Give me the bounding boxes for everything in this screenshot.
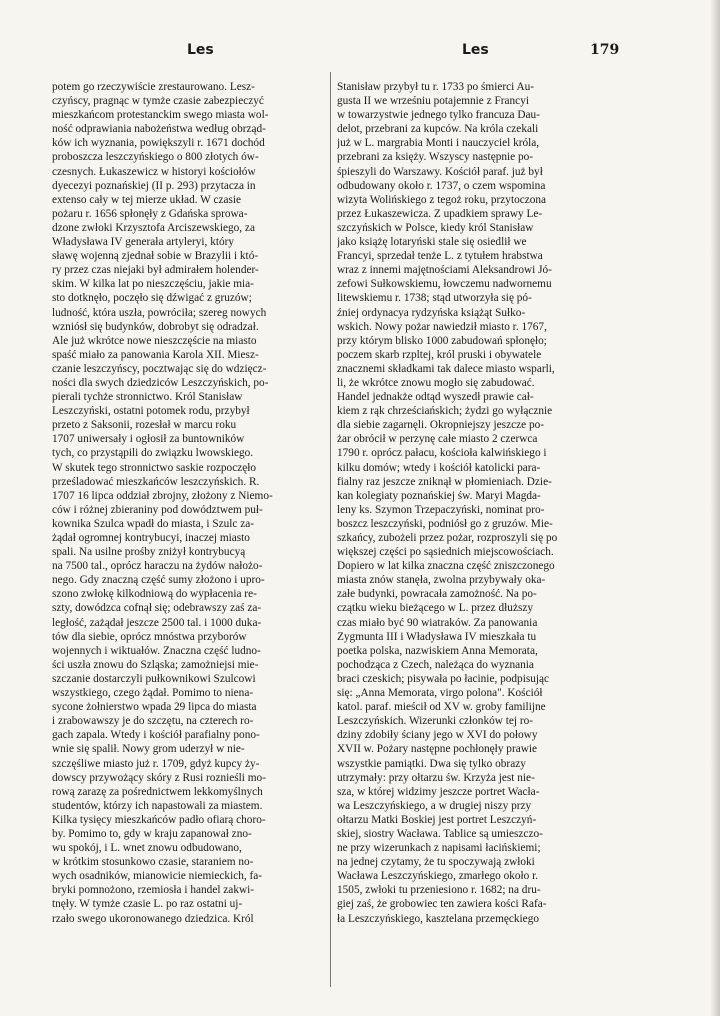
text-line: szono zwłokę kilkodniową do wypłacenia re- xyxy=(52,588,257,601)
text-line: 1790 r. oprócz pałacu, kościoła kalwińskiego i xyxy=(337,447,547,460)
text-line: extenso cały w tej mierze układ. W czasie xyxy=(52,193,242,206)
text-line: ległość, zażądał jeszcze 2500 tal. i 1000 dukа- xyxy=(52,616,262,629)
text-line: bryki pomnożono, rzemiosła i handel zakwi- xyxy=(52,884,255,897)
text-line: sto dotknęło, poczęło się dźwigać z gruzów; xyxy=(52,292,252,305)
text-line: żar obrócił w perzynę całe miasto 2 czerwca xyxy=(337,433,538,446)
text-line: jako książę lotaryński stale się osiedlił we xyxy=(337,236,527,249)
text-line: dowscy przywożący skóry z Rusi roznieśli mo- xyxy=(52,771,266,784)
text-line: nego. Gdy znaczną część sumy złożono i upro- xyxy=(52,574,265,587)
text-line: zefowi Sułkowskiemu, łowczemu nadwornemu xyxy=(337,278,552,291)
text-line: Stanisław przybył tu r. 1733 po śmierci Au- xyxy=(337,81,535,93)
text-line: sycone żołnierstwo wpada 29 lipca do miasta xyxy=(52,701,257,714)
text-line: gusta II we wrześniu potajemnie z Francyi xyxy=(337,95,529,108)
text-line: li, że wkrótce znowu mogło się zabudować. xyxy=(337,376,535,389)
text-line: czas miało być 90 wiatraków. Za panowania xyxy=(337,616,538,629)
text-line: tnęły. W tymże czasie L. po raz ostatni uj- xyxy=(52,898,243,911)
text-line: szczęśliwe miasto już r. 1709, gdyż kupcy ży- xyxy=(52,757,260,770)
text-line: szczanie dostarczyli pułkownikowi Szulcowi xyxy=(52,672,256,685)
text-column-right xyxy=(337,80,609,926)
text-line: czątku wieku bieżącego w L. przez dłuższy xyxy=(337,602,534,615)
text-line: wszystkie pamiątki. Dwa się tylko obrazy xyxy=(337,757,526,770)
text-line: rzało swego ukoronowanego dziedzica. Król xyxy=(52,912,254,925)
text-line: ków ich wyznania, powiększyli r. 1671 dochód xyxy=(52,137,265,150)
text-line: wizyta Wolińskiego z tegoż roku, przytoczona xyxy=(337,193,547,206)
text-line: poczem skarb rzpltej, król pruski i obywatele xyxy=(337,348,542,361)
text-line: Zygmunta III i Władysława IV mieszkała tu xyxy=(337,630,537,643)
text-line: spali. Na usilne prośby zniżył kontrybucyą xyxy=(52,546,246,559)
text-line: Francyi, sprzedał tenże L. z tytułem hrabstwa xyxy=(337,250,543,263)
text-line: rową zarazę za pośrednictwem lekkomyślnych xyxy=(52,785,263,798)
text-line: przez Łukaszewicza. Z upadkiem sprawy Le- xyxy=(337,207,543,220)
text-line: utrzymały: przy ołtarzu św. Krzyża jest nie- xyxy=(337,771,535,784)
text-line: na 7500 tal., oprócz haraczu na żydów nałożo- xyxy=(52,560,263,573)
text-line: przeto z Saksonii, rozesłał w marcu roku xyxy=(52,419,237,432)
text-line: studentów, którzy ich napastowali za miastem. xyxy=(52,799,263,812)
text-line: sławę wojenną zjednał sobie w Brazylii i któ- xyxy=(52,250,259,263)
text-line: Leszczyńskich. Wizerunki członków tej ro- xyxy=(337,715,534,728)
text-line: czesnych. Łukaszewicz w historyi kościołów xyxy=(52,165,256,178)
text-line: by. Pomimo to, gdy w kraju zapanował zno- xyxy=(52,827,252,840)
page-header xyxy=(0,42,720,66)
text-line: leny ks. Szymon Trzepaczyński, nominat pro- xyxy=(337,503,545,516)
text-line: Dopiero w lat kilka znaczna część zniszczonego xyxy=(337,560,555,573)
text-line: wa Leszczyńskiego, a w drugiej niszy przy xyxy=(337,799,532,812)
text-line: Władysława IV generała artyleryi, który xyxy=(52,236,235,249)
text-line: proboszcza leszczyńskiego o 800 złotych ów- xyxy=(52,151,259,164)
page-number: 179 xyxy=(590,42,620,58)
text-line: spaść miało za panowania Karola XII. Miesz- xyxy=(52,348,259,361)
text-line: delot, przebrani za kupców. Na króla czekali xyxy=(337,123,539,136)
text-line: gach zapala. Wtedy i kościół parafialny pono- xyxy=(52,729,260,742)
text-line: wzniósł się budynków, dobrobyt się odradzał. xyxy=(52,320,259,333)
text-line: wskich. Nowy pożar nawiedził miasto r. 1767, xyxy=(337,320,547,333)
text-line: wszystkiego, czego żądał. Pomimo to niena- xyxy=(52,687,254,700)
text-line: dziny zdobiły ściany jego w XVI do połowy xyxy=(337,729,538,742)
text-line: W skutek tego stronnictwo saskie rozpoczęło xyxy=(52,461,257,474)
text-line: fialny raz jeszcze zniknął w płomieniach. Dzie- xyxy=(337,475,552,488)
text-line: XVII w. Pożary następne pochłonęły prawie xyxy=(337,743,538,756)
text-line: źniej ordynacya rydzyńska książąt Sułko- xyxy=(337,306,526,319)
text-line: kiem z rąk chrześciańskich; żydzi go wyłącznie xyxy=(337,405,553,418)
text-line: mieszkańcom protestanckim swego miasta wol- xyxy=(52,109,269,122)
running-head-left: Les xyxy=(187,42,214,58)
text-line: wu spokój, i L. wnet znowu odbudowano, xyxy=(52,842,242,855)
text-line: skim. W kilka lat po nieszczęściu, jakie mia- xyxy=(52,278,254,291)
text-line: Kilka tysięcy mieszkańców padło ofiarą choro- xyxy=(52,813,266,826)
text-line: pierali tychże stronnictwo. Król Stanisław xyxy=(52,391,243,404)
text-line: już w L. margrabia Monti i nauczyciel króla, xyxy=(337,137,540,150)
text-line: poetka polska, nazwiskiem Anna Memorata, xyxy=(337,644,538,657)
text-line: 1707 uniwersały i ogłosił za buntowników xyxy=(52,433,245,446)
text-line: wych osadników, mianowicie niemieckich, fa- xyxy=(52,870,263,883)
text-line: dzone zwłoki Krzysztofa Arciszewskiego, za xyxy=(52,221,255,234)
text-line: sza, w której widzimy jeszcze portret Wacła- xyxy=(337,785,540,798)
text-line: Ale już wkrótce nowe nieszczęście na miasto xyxy=(52,334,257,347)
text-line: kilku domów; wtedy i kościół katolicki para- xyxy=(337,461,541,474)
text-line: przebrani za księży. Wszyscy następnie po- xyxy=(337,151,534,164)
text-line: katol. paraf. mieścił od XV w. groby familijne xyxy=(337,701,546,714)
text-line: czyńscy, pragnąc w tymże czasie zabezpieczyć xyxy=(52,95,264,108)
text-line: potem go rzeczywiście zrestaurowano. Lesz- xyxy=(52,81,255,93)
column-divider xyxy=(330,72,331,987)
text-line: tych, co przystąpili do związku lwowskiego. xyxy=(52,447,254,460)
text-line: ła Leszczyńskiego, kasztelana przemęckiego xyxy=(337,912,539,925)
text-line: ry przez czas niejaki był admirałem holender- xyxy=(52,264,259,277)
text-line: boszcz leszczyński, podniósł go z gruzów. Mie- xyxy=(337,517,553,530)
text-line: się: „Anna Memorata, virgo polona". Kościół xyxy=(337,687,543,700)
running-head-right: Les xyxy=(462,42,489,58)
text-column-left xyxy=(52,80,324,926)
text-line: ne przy wizerunkach z napisami łacińskiemi; xyxy=(337,842,541,855)
text-line: dla siebie zagarnęli. Okropniejszy jeszcze po- xyxy=(337,419,545,432)
text-line: wojennych i wiktuałów. Znaczna część ludno- xyxy=(52,644,261,657)
text-line: ności dla swych dziedziców Leszczyńskich, po- xyxy=(52,376,269,389)
text-line: Wacława Leszczyńskiego, zmarłego około r. xyxy=(337,870,539,883)
text-line: dyecezyi poznańskiej (II p. 293) przytacza in xyxy=(52,179,256,192)
text-line: ność odprawiania nabożeństwa według obrząd- xyxy=(52,123,266,136)
text-line: na jednej czytamy, że tu spoczywają zwłoki xyxy=(337,856,535,869)
text-line: tów dla siebie, oprócz mnóstwa przyborów xyxy=(52,630,247,643)
text-line: 1505, zwłoki tu przeniesiono r. 1682; na dru- xyxy=(337,884,541,897)
text-line: wnie się spalił. Nowy grom uderzył w nie- xyxy=(52,743,245,756)
text-line: giej zaś, że grobowiec ten zawiera kości Rafa- xyxy=(337,898,547,911)
text-line: ców i różnej zbieraniny pod dowództwem puł- xyxy=(52,503,263,516)
text-line: Handel jednakże odtąd wyszedł prawie cał- xyxy=(337,391,534,404)
text-line: załe budynki, powracała zamożność. Na po- xyxy=(337,588,537,601)
text-line: ści uszła znowu do Szląska; zamożniejsi mie- xyxy=(52,658,259,671)
text-line: szty, dowódzca cofnął się; odebrawszy zaś za- xyxy=(52,602,262,615)
text-line: w krótkim stosunkowo czasie, staraniem no- xyxy=(52,856,254,869)
text-line: odbudowany około r. 1737, o czem wspomina xyxy=(337,179,546,192)
text-line: ołtarzu Matki Boskiej jest portret Leszczyń- xyxy=(337,813,537,826)
text-line: braci czeskich; pisywała po łacinie, podpisując xyxy=(337,672,550,685)
page-edge-shadow xyxy=(710,0,720,1016)
text-line: kan kolegiaty poznańskiej św. Maryi Magda- xyxy=(337,489,541,502)
text-line: prześladować mieszkańców leszczyńskich. R. xyxy=(52,475,260,488)
text-line: większej części po sąsiednich miejscowościach. xyxy=(337,546,554,559)
text-line: pochodząca z Czech, należąca do wyznania xyxy=(337,658,534,671)
text-line: w towarzystwie jednego tylko francuza Dau- xyxy=(337,109,540,122)
text-line: kownika Szulca wpadł do miasta, i Szulc za- xyxy=(52,517,255,530)
text-line: szczyńskich w Polsce, kiedy król Stanisław xyxy=(337,221,534,234)
text-line: znacznemi składkami tak dalece miasto wsparli, xyxy=(337,362,555,375)
text-line: żądał ogromnej kontrybucyi, inaczej miasto xyxy=(52,532,250,544)
text-line: 1707 16 lipca oddział zbrojny, złożony z Niemo- xyxy=(52,489,273,502)
text-line: miasta znów stanęła, zwolna przybywały oka- xyxy=(337,574,546,587)
text-line: czanie leszczyńscy, pocztwając się do wdzięcz- xyxy=(52,362,267,375)
text-line: i zrabowawszy je do szczętu, na czterech ro- xyxy=(52,715,254,728)
text-line: śpieszyli do Warszawy. Kościół paraf. już był xyxy=(337,165,543,178)
text-line: skiej, siostry Wacława. Tablice są umieszczo- xyxy=(337,827,543,840)
text-line: Leszczyński, ostatni potomek rodu, przybył xyxy=(52,405,250,418)
text-line: wraz z innemi majętnościami Aleksandrowi Jó- xyxy=(337,264,552,277)
text-line: szkańcy, zubożeli przez pożar, rozproszyli się po xyxy=(337,532,558,544)
text-line: pożaru r. 1656 spłonęły z Gdańska sprowa- xyxy=(52,207,248,220)
text-line: litewskiemu r. 1738; stąd utworzyła się pó- xyxy=(337,292,532,305)
text-line: przy którym blisko 1000 zabudowań spłonęło; xyxy=(337,334,547,347)
text-line: ludność, która uszła, powróciła; szereg nowych xyxy=(52,306,267,319)
